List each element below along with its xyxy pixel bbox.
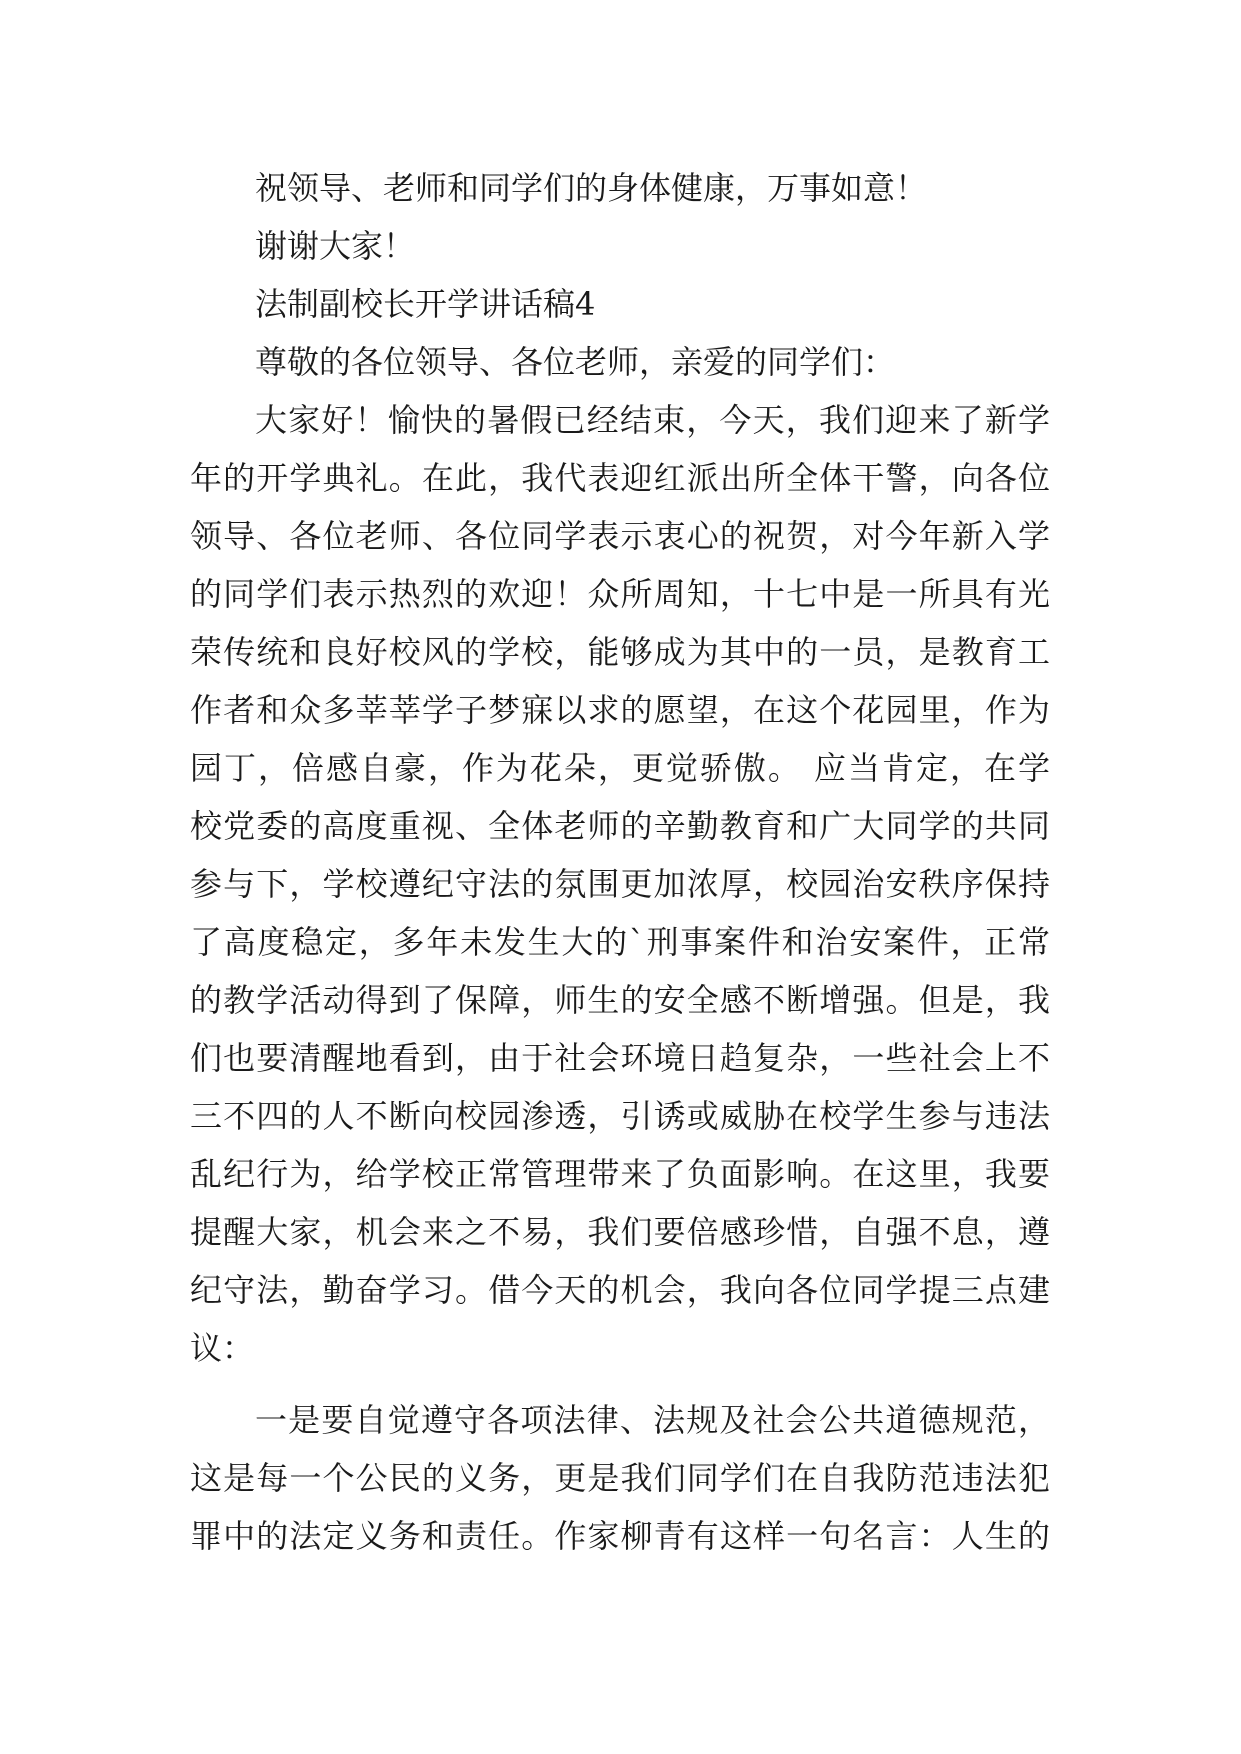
text-line: 校党委的高度重视、全体老师的辛勤教育和广大同学的共同: [190, 807, 1050, 845]
text-line: 一是要自觉遵守各项法律、法规及社会公共道德规范，: [255, 1401, 1050, 1439]
text-line: 荣传统和良好校风的学校，能够成为其中的一员，是教育工: [190, 633, 1050, 671]
text-line-closing-wish: 祝领导、老师和同学们的身体健康，万事如意！: [255, 169, 928, 207]
text-line: 纪守法，勤奋学习。借今天的机会，我向各位同学提三点建: [190, 1271, 1050, 1309]
text-line: 这是每一个公民的义务，更是我们同学们在自我防范违法犯: [190, 1459, 1050, 1497]
text-line: 参与下，学校遵纪守法的氛围更加浓厚，校园治安秩序保持: [190, 865, 1050, 903]
text-line: 罪中的法定义务和责任。作家柳青有这样一句名言：人生的: [190, 1517, 1050, 1555]
text-line-salutation: 尊敬的各位领导、各位老师，亲爱的同学们：: [255, 343, 896, 381]
section-title: 法制副校长开学讲话稿4: [255, 285, 596, 323]
text-line: 年的开学典礼。在此，我代表迎红派出所全体干警，向各位: [190, 459, 1050, 497]
text-line: 的教学活动得到了保障，师生的安全感不断增强。但是，我: [190, 981, 1050, 1019]
text-line: 们也要清醒地看到，由于社会环境日趋复杂，一些社会上不: [190, 1039, 1050, 1077]
text-line: 的同学们表示热烈的欢迎！众所周知，十七中是一所具有光: [190, 575, 1050, 613]
text-line: 乱纪行为，给学校正常管理带来了负面影响。在这里，我要: [190, 1155, 1050, 1193]
text-line: 大家好！愉快的暑假已经结束，今天，我们迎来了新学: [255, 401, 1050, 439]
text-line: 提醒大家，机会来之不易，我们要倍感珍惜，自强不息，遵: [190, 1213, 1050, 1251]
text-line: 作者和众多莘莘学子梦寐以求的愿望，在这个花园里，作为: [190, 691, 1050, 729]
text-line: 了高度稳定，多年未发生大的`刑事案件和治安案件，正常: [190, 923, 1050, 961]
text-line: 议：: [190, 1329, 255, 1367]
text-line: 领导、各位老师、各位同学表示衷心的祝贺，对今年新入学: [190, 517, 1050, 555]
text-line: 园丁，倍感自豪，作为花朵，更觉骄傲。 应当肯定，在学: [190, 749, 1050, 787]
text-line-thanks: 谢谢大家！: [255, 227, 416, 265]
text-line: 三不四的人不断向校园渗透，引诱或威胁在校学生参与违法: [190, 1097, 1050, 1135]
